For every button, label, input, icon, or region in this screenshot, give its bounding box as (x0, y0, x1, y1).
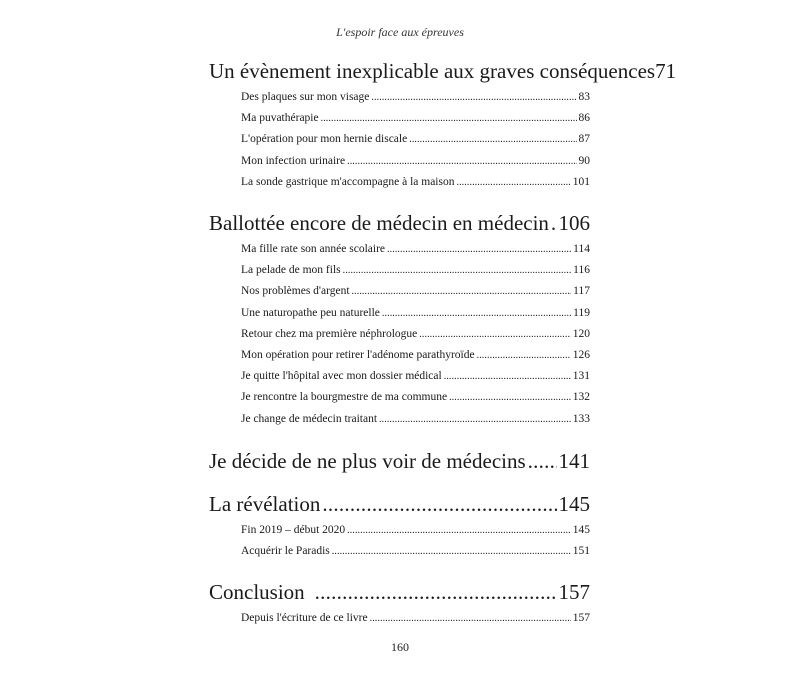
toc-entry (241, 87, 590, 108)
entry-page: 133 (572, 412, 590, 425)
toc-entry (241, 409, 590, 430)
entry-page: 131 (572, 370, 590, 383)
dot-leader (347, 521, 571, 541)
entry-page: 90 (578, 154, 590, 167)
chapter-page: 141 (558, 448, 590, 473)
toc-entry (241, 151, 590, 172)
entry-title: Mon infection urinaire (241, 154, 346, 167)
entry-page: 120 (572, 327, 590, 340)
toc-entry (241, 108, 590, 129)
entry-title: La sonde gastrique m'accompagne à la maison (241, 175, 455, 188)
entry-title: L'opération pour mon hernie discale (241, 133, 408, 146)
entry-title: Des plaques sur mon visage (241, 91, 370, 103)
dot-leader (370, 609, 571, 629)
chapter-entries (241, 608, 590, 629)
toc-entry (241, 239, 590, 260)
running-head: L'espoir face aux épreuves (336, 25, 464, 39)
chapter-title: La révélation (209, 491, 321, 516)
entry-page: 117 (573, 285, 590, 298)
dot-leader (315, 579, 557, 605)
chapter-page: 106 (558, 211, 590, 236)
chapter (209, 579, 590, 629)
entry-title: Retour chez ma première néphrologue (241, 327, 418, 340)
entry-page: 151 (572, 545, 590, 558)
chapter-title: Ballottée encore de médecin en médecin (209, 211, 549, 236)
entry-page: 86 (578, 112, 590, 125)
entry-title: Fin 2019 – début 2020 (241, 523, 346, 536)
chapter-entries (241, 520, 590, 562)
table-of-contents (209, 58, 677, 629)
toc-entry (241, 345, 590, 366)
entry-page: 119 (573, 306, 590, 319)
dot-leader (322, 491, 556, 517)
dot-leader (409, 130, 576, 150)
chapter-heading (209, 491, 590, 517)
chapter-title: Je décide de ne plus voir de médecins (209, 448, 526, 473)
entry-page: 126 (572, 349, 590, 362)
dot-leader (379, 410, 571, 430)
dot-leader (347, 152, 576, 172)
chapter-heading (209, 210, 590, 236)
chapter (209, 58, 677, 193)
entry-title: Nos problèmes d'argent (241, 285, 350, 298)
entry-page: 132 (572, 391, 590, 404)
chapter-heading (209, 579, 590, 605)
toc-entry (241, 129, 590, 150)
chapter (209, 491, 590, 562)
chapter-heading (209, 58, 677, 84)
toc-entry (241, 541, 590, 562)
dot-leader (456, 173, 570, 193)
entry-page: 83 (578, 91, 590, 103)
chapter-page: 71 (655, 59, 677, 83)
entry-title: Je rencontre la bourgmestre de ma commune (241, 391, 448, 404)
dot-leader (419, 325, 570, 345)
chapter-entries (241, 87, 590, 193)
dot-leader (343, 261, 572, 281)
dot-leader (382, 304, 571, 324)
toc-entry (241, 303, 590, 324)
entry-title: Mon opération pour retirer l'adénome parathyroïde (241, 349, 475, 362)
entry-title: Depuis l'écriture de ce livre (241, 612, 368, 625)
toc-entry (241, 366, 590, 387)
entry-title: La pelade de mon fils (241, 264, 341, 277)
toc-entry (241, 608, 590, 629)
chapter-title: Conclusion (209, 580, 305, 605)
chapter (209, 210, 590, 430)
dot-leader (444, 367, 571, 387)
entry-title: Acquérir le Paradis (241, 545, 330, 558)
dot-leader (321, 109, 577, 129)
dot-leader (449, 388, 571, 408)
chapter-heading (209, 448, 590, 474)
dot-leader (551, 210, 557, 236)
chapter (209, 448, 590, 474)
chapter-title: Un évènement inexplicable aux graves conséquences (209, 59, 656, 83)
entry-title: Je quitte l'hôpital avec mon dossier médical (241, 370, 442, 383)
dot-leader (332, 542, 571, 562)
entry-page: 87 (578, 133, 590, 146)
toc-entry (241, 281, 590, 302)
toc-entry (241, 520, 590, 541)
dot-leader (352, 282, 572, 302)
dot-leader (387, 240, 571, 260)
dot-leader (528, 448, 557, 474)
entry-title: Ma fille rate son année scolaire (241, 243, 386, 256)
entry-page: 101 (572, 175, 590, 188)
toc-entry (241, 387, 590, 408)
dot-leader (371, 88, 576, 108)
entry-page: 114 (573, 243, 590, 256)
dot-leader (477, 346, 571, 366)
entry-title: Une naturopathe peu naturelle (241, 306, 380, 319)
entry-title: Je change de médecin traitant (241, 412, 378, 425)
toc-entry (241, 172, 590, 193)
chapter-entries (241, 239, 590, 430)
entry-page: 157 (572, 612, 590, 625)
page-number: 160 (391, 640, 409, 654)
entry-page: 116 (573, 264, 590, 277)
chapter-page: 157 (558, 580, 590, 605)
entry-page: 145 (572, 523, 590, 536)
chapter-page: 145 (558, 491, 590, 516)
toc-entry (241, 260, 590, 281)
toc-entry (241, 324, 590, 345)
entry-title: Ma puvathérapie (241, 112, 319, 125)
